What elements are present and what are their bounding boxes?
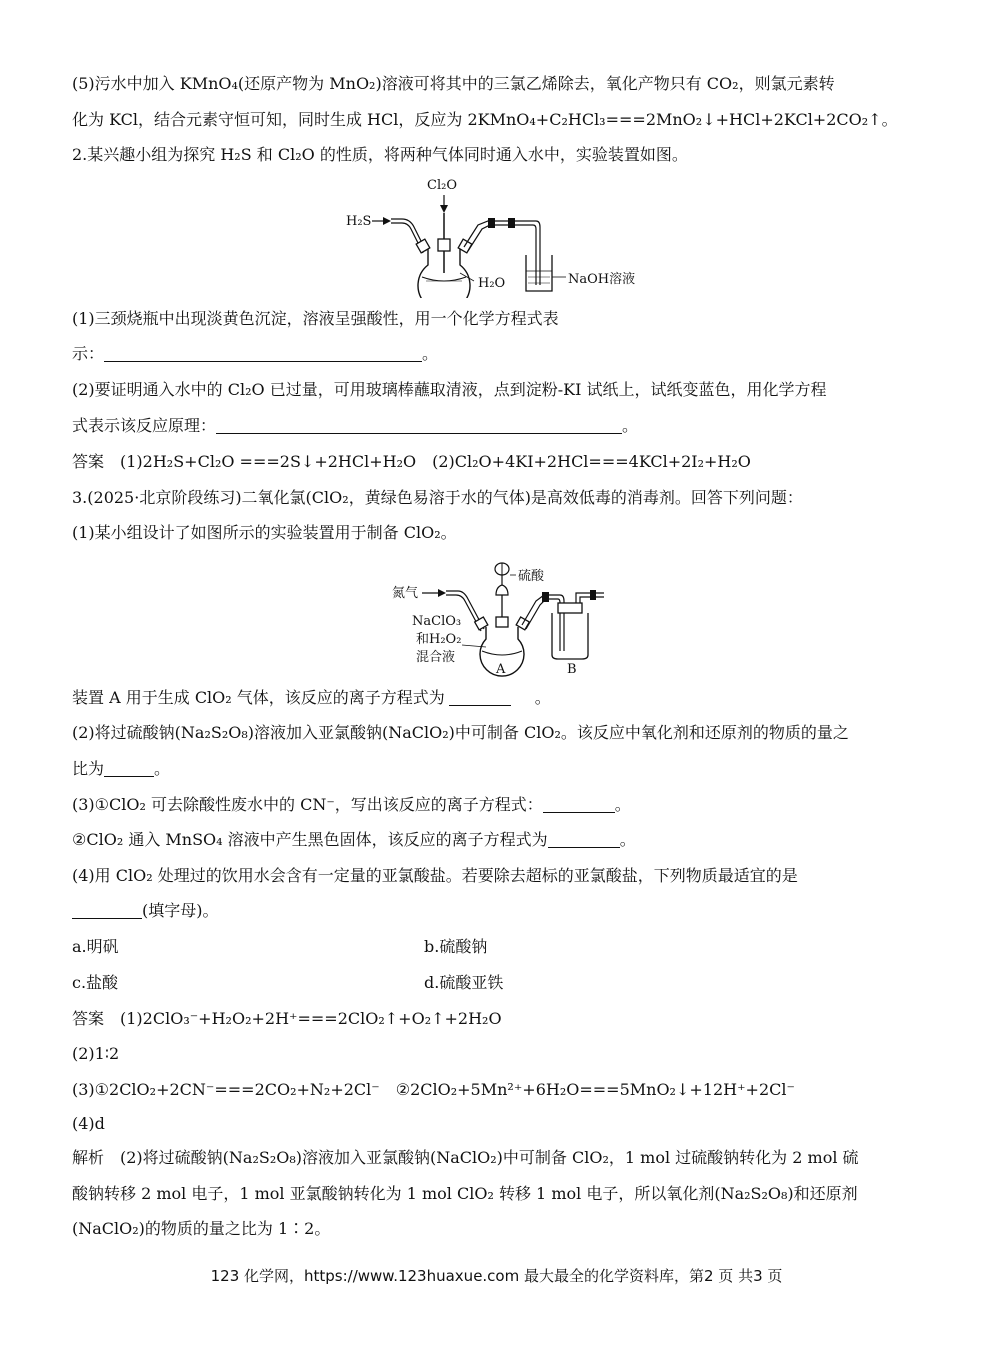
q3-part4-suffix: (填字母)。 [142,901,219,920]
q3-part3-b-blank [548,831,620,848]
q3-part1-end: 。 [534,688,551,707]
q3-part4-line2 [72,900,219,922]
q3-part1: (1)某小组设计了如图所示的实验装置用于制备 ClO₂。 [72,523,457,542]
label-naoh: NaOH溶液 [568,272,636,287]
q2-stem: 2.某兴趣小组为探究 H₂S 和 Cl₂O 的性质，将两种气体同时通入水中，实验装置如图。 [72,145,688,164]
q3-part3-a-text: (3)①ClO₂ 可去除酸性废水中的 CN⁻，写出该反应的离子方程式： [72,795,543,814]
label-mix-2: 和H₂O₂ [416,632,462,647]
q3-answer-3: (3)①2ClO₂+2CN⁻===2CO₂+N₂+2Cl⁻ ②2ClO₂+5Mn²⁺+6H₂O===5MnO₂↓+12H⁺+2Cl⁻ [72,1080,795,1099]
q2-part2-blank [216,417,622,434]
label-acid: 硫酸 [518,569,545,584]
q3-part3-b-text: ②ClO₂ 通入 MnSO₄ 溶液中产生黑色固体，该反应的离子方程式为 [72,830,548,849]
q3-answer-4: (4)d [72,1114,105,1133]
q2-part2-end: 。 [622,416,639,435]
q3-part4-line1: (4)用 ClO₂ 处理过的饮用水会含有一定量的亚氯酸盐。若要除去超标的亚氯酸盐，下列物质最适宜的是 [72,866,798,885]
q3-part4-blank [72,902,142,919]
q2-apparatus-figure [340,173,660,298]
label-b: B [567,662,577,677]
q3-part3-a-end: 。 [614,795,631,814]
q3-answer-1: 答案 (1)2ClO₃⁻+H₂O₂+2H⁺===2ClO₂↑+O₂↑+2H₂O [72,1009,502,1028]
q3-part1-blank [449,689,511,706]
q2-part2-line2 [72,415,638,437]
q2-part1-end: 。 [422,344,439,363]
label-mix-3: 混合液 [416,650,456,665]
q2-part1-line2 [72,343,438,365]
q3-part3-b [72,829,636,851]
q3-part2-blank [104,760,154,777]
q1-part5-line2: 化为 KCl，结合元素守恒可知，同时生成 HCl，反应为 2KMnO₄+C₂HCl₃===2MnO₂↓+HCl+2KCl+2CO₂↑。 [72,110,898,129]
q3-part3-b-end: 。 [619,830,636,849]
label-h2o: H₂O [478,276,506,291]
q3-apparatus-figure [392,555,622,680]
label-a: A [496,662,506,677]
q3-part3-a-blank [543,796,615,813]
q3-part2-line2 [72,758,170,780]
q3-part3-a [72,794,631,816]
option-d: d.硫酸亚铁 [424,973,504,992]
q2-part1-blank [104,345,422,362]
q3-explanation-3: (NaClO₂)的物质的量之比为 1∶2。 [72,1219,331,1238]
label-h2s: H₂S [346,214,372,229]
q2-part1-line1: (1)三颈烧瓶中出现淡黄色沉淀，溶液呈强酸性，用一个化学方程式表 [72,309,559,328]
option-c: c.盐酸 [72,973,119,992]
q3-part2-line1: (2)将过硫酸钠(Na₂S₂O₈)溶液加入亚氯酸钠(NaClO₂)中可制备 ClO₂。该反应中氧化剂和还原剂的物质的量之 [72,723,849,742]
q3-stem: 3.(2025·北京阶段练习)二氧化氯(ClO₂，黄绿色易溶于水的气体)是高效低毒的消毒剂。回答下列问题： [72,488,803,507]
q3-answer-2: (2)1∶2 [72,1044,120,1063]
label-n2: 氮气 [392,586,419,601]
q3-explanation-1: 解析 (2)将过硫酸钠(Na₂S₂O₈)溶液加入亚氯酸钠(NaClO₂)中可制备 ClO₂，1 mol 过硫酸钠转化为 2 mol 硫 [72,1148,859,1167]
q3-part1-question [72,687,551,709]
q2-part1-prefix: 示： [72,344,105,363]
q2-answer: 答案 (1)2H₂S+Cl₂O ===2S↓+2HCl+H₂O (2)Cl₂O+4KI+2HCl===4KCl+2I₂+H₂O [72,452,751,471]
q3-part2-end: 。 [154,759,171,778]
page-footer: 123 化学网，https://www.123huaxue.com 最大最全的化学资料库，第2 页 共3 页 [210,1267,783,1285]
q3-part2-prefix: 比为 [72,759,105,778]
q3-part1-prefix: 装置 A 用于生成 ClO₂ 气体，该反应的离子方程式为 [72,688,445,707]
q1-part5-line1: (5)污水中加入 KMnO₄(还原产物为 MnO₂)溶液可将其中的三氯乙烯除去，氧化产物只有 CO₂，则氯元素转 [72,74,835,93]
q2-part2-prefix: 式表示该反应原理： [72,416,217,435]
option-a: a.明矾 [72,937,119,956]
label-mix-1: NaClO₃ [412,614,462,629]
q2-part2-line1: (2)要证明通入水中的 Cl₂O 已过量，可用玻璃棒蘸取清液，点到淀粉-KI 试纸上，试纸变蓝色，用化学方程 [72,380,827,399]
q3-explanation-2: 酸钠转移 2 mol 电子，1 mol 亚氯酸钠转化为 1 mol ClO₂ 转移 1 mol 电子，所以氧化剂(Na₂S₂O₈)和还原剂 [72,1184,858,1203]
option-b: b.硫酸钠 [424,937,488,956]
label-cl2o: Cl₂O [427,178,457,193]
